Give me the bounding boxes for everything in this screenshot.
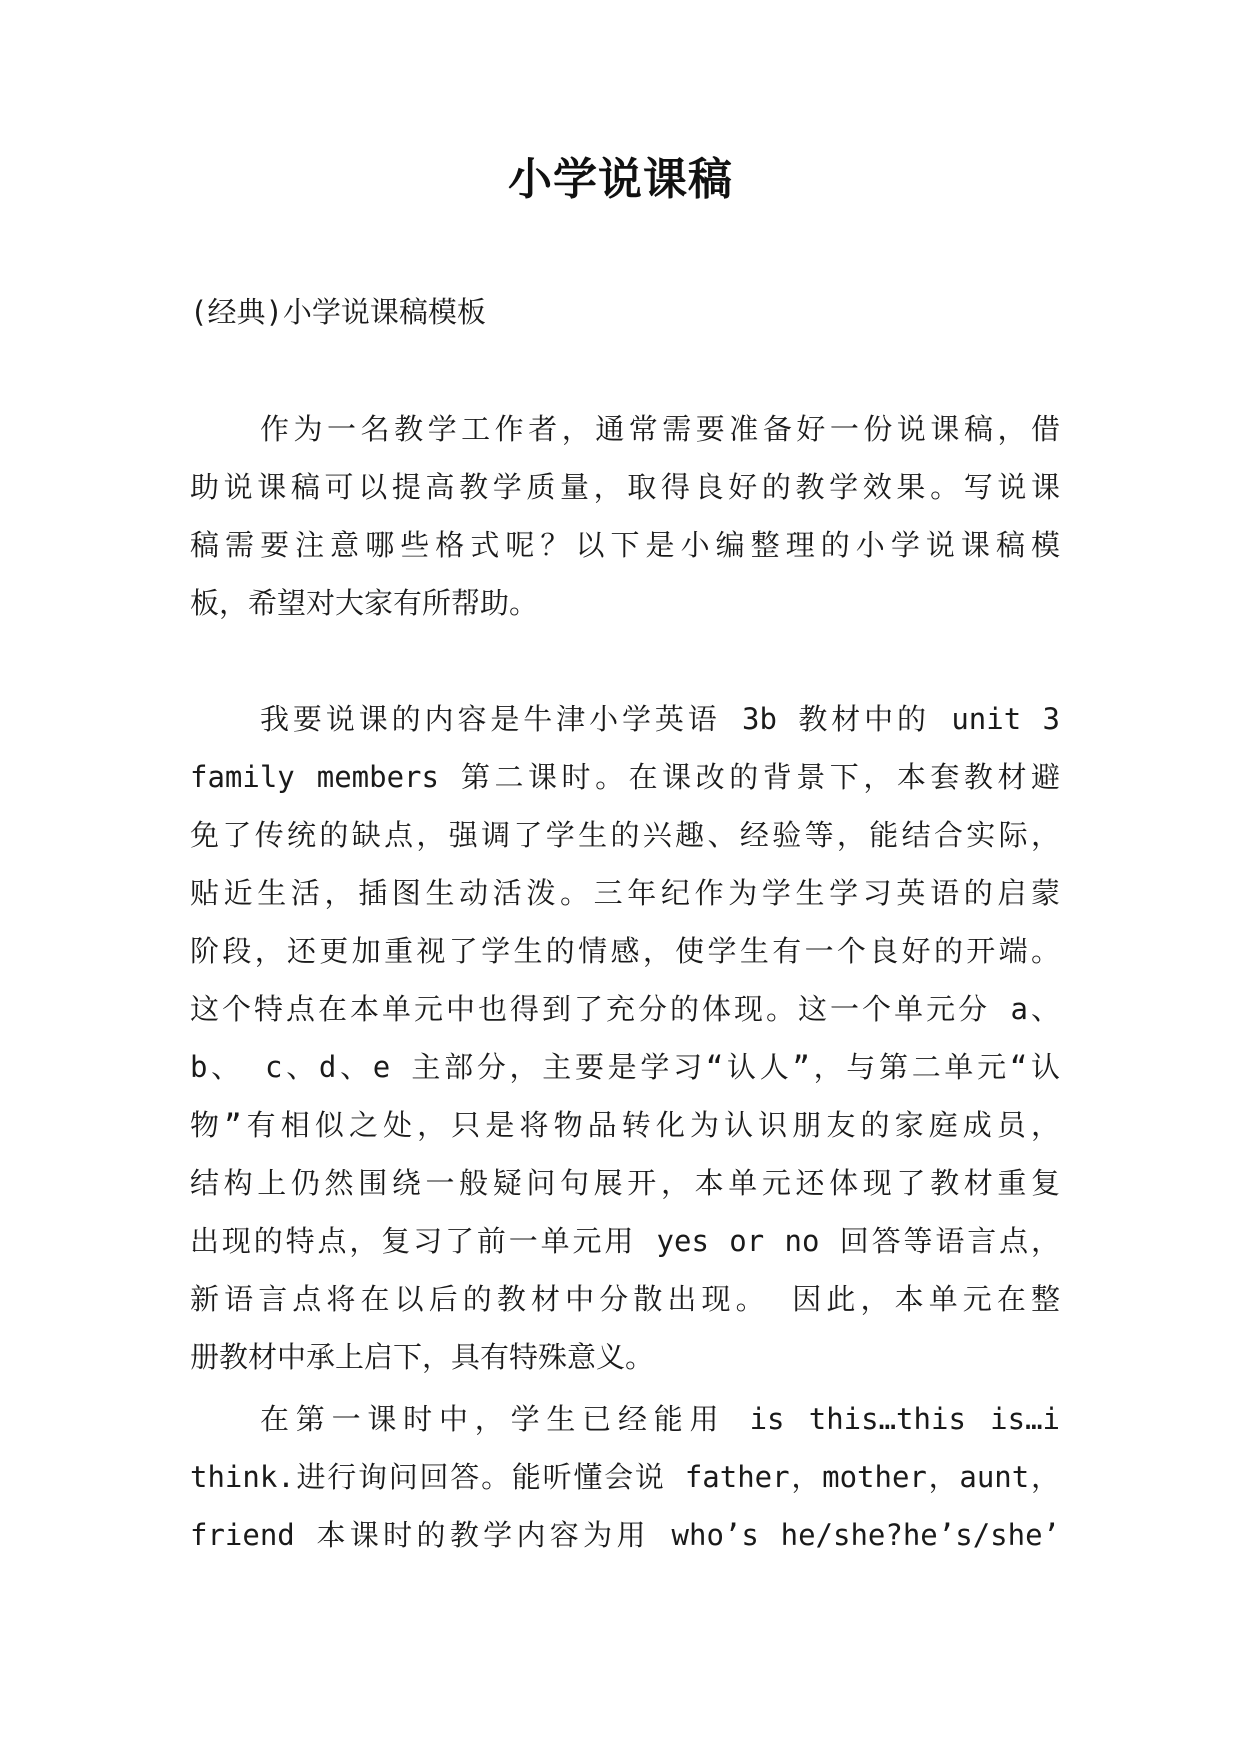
lesson-content-paragraph xyxy=(190,690,1060,1386)
paragraph-line: think.进行询问回答。能听懂会说 father，mother，aunt， xyxy=(190,1460,1060,1494)
paragraph-line: family members 第二课时。在课改的背景下，本套教材避 xyxy=(190,760,1060,794)
paragraph-line: 我要说课的内容是牛津小学英语 3b 教材中的 unit 3 xyxy=(260,702,1060,736)
paragraph-line: 新语言点将在以后的教材中分散出现。 因此，本单元在整 xyxy=(190,1282,1060,1316)
paragraph-line: 在第一课时中，学生已经能用 is this…this is…i xyxy=(260,1402,1060,1436)
paragraph-line: 出现的特点，复习了前一单元用 yes or no 回答等语言点， xyxy=(190,1224,1060,1258)
paragraph-line: friend 本课时的教学内容为用 who’s he/she?he’s/she’ xyxy=(190,1518,1060,1552)
paragraph-line: 这个特点在本单元中也得到了充分的体现。这一个单元分 a、 xyxy=(190,992,1060,1026)
paragraph-line: 贴近生活，插图生动活泼。三年纪作为学生学习英语的启蒙 xyxy=(190,876,1060,910)
paragraph-line: 稿需要注意哪些格式呢？以下是小编整理的小学说课稿模 xyxy=(190,528,1060,562)
intro-paragraph xyxy=(190,400,1060,632)
paragraph-line: 册教材中承上启下，具有特殊意义。 xyxy=(190,1340,655,1374)
document-title: 小学说课稿 xyxy=(508,154,733,205)
paragraph-line: 物”有相似之处，只是将物品转化为认识朋友的家庭成员， xyxy=(190,1108,1060,1142)
paragraph-line: 助说课稿可以提高教学质量，取得良好的教学效果。写说课 xyxy=(190,470,1060,504)
first-lesson-paragraph xyxy=(190,1390,1060,1564)
paragraph-line: 板，希望对大家有所帮助。 xyxy=(190,586,539,620)
paragraph-line: 作为一名教学工作者，通常需要准备好一份说课稿，借 xyxy=(260,412,1060,446)
paragraph-line: 阶段，还更加重视了学生的情感，使学生有一个良好的开端。 xyxy=(190,934,1060,968)
paragraph-line: 免了传统的缺点，强调了学生的兴趣、经验等，能结合实际， xyxy=(190,818,1060,852)
document-subtitle: (经典)小学说课稿模板 xyxy=(190,295,486,329)
paragraph-line: 结构上仍然围绕一般疑问句展开，本单元还体现了教材重复 xyxy=(190,1166,1060,1200)
paragraph-line: b、 c、d、e 主部分，主要是学习“认人”，与第二单元“认 xyxy=(190,1050,1060,1084)
